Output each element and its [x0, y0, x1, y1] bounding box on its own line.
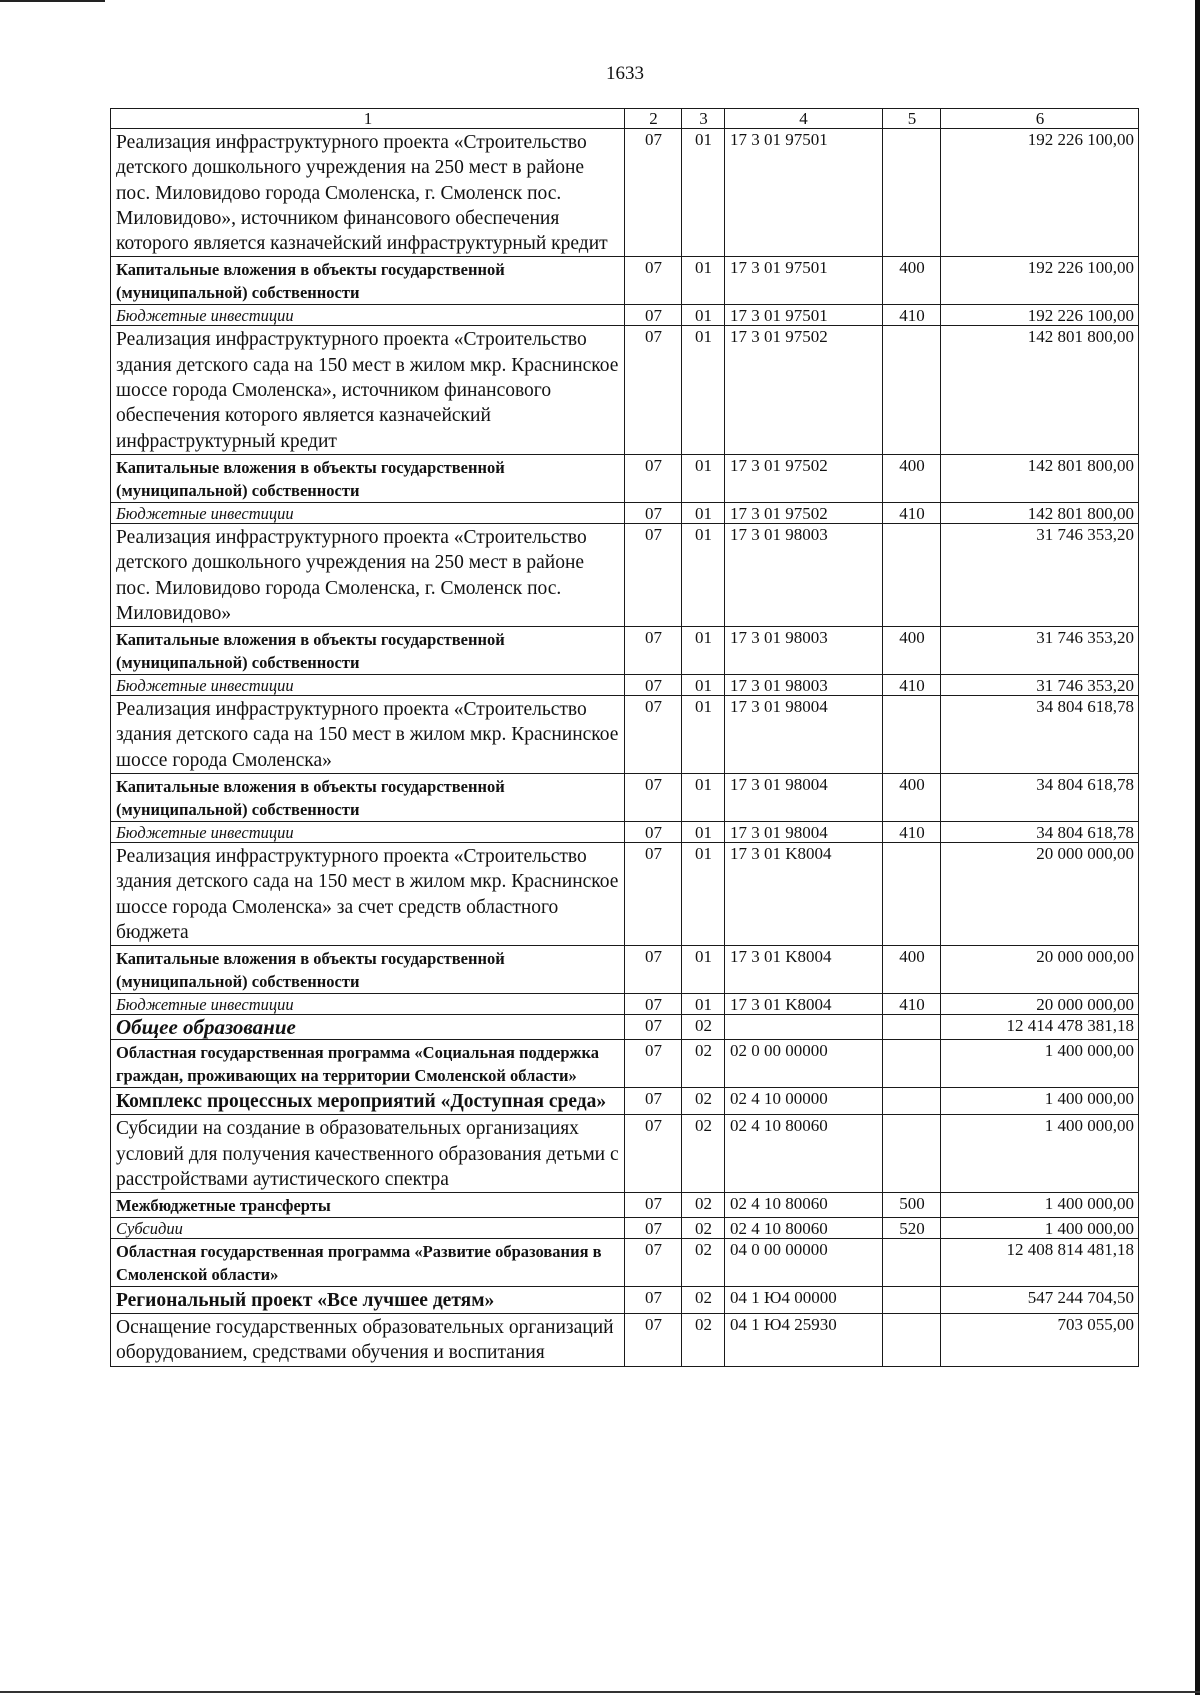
cell-amount: 20 000 000,00: [941, 843, 1139, 946]
table-row: [111, 822, 1139, 843]
cell-target-code: 17 3 01 97502: [725, 326, 883, 454]
cell-expense-type: [883, 1239, 941, 1287]
cell-name: Капитальные вложения в объекты государственной (муниципальной) собственности: [111, 774, 625, 822]
cell-subsection: 01: [682, 994, 725, 1015]
cell-subsection: 01: [682, 326, 725, 454]
cell-section: 07: [625, 502, 682, 523]
cell-name: Реализация инфраструктурного проекта «Строительство детского дошкольного учреждения на 250 мест в районе пос. Миловидово города Смоленска, г. Смоленск пос. Миловидово»: [111, 523, 625, 626]
cell-amount: 142 801 800,00: [941, 502, 1139, 523]
budget-table: [110, 108, 1139, 1367]
scan-edge-top: [0, 0, 105, 2]
cell-section: 07: [625, 696, 682, 774]
table-row: [111, 1239, 1139, 1287]
cell-expense-type: 400: [883, 454, 941, 502]
table-row: [111, 1193, 1139, 1218]
cell-subsection: 01: [682, 502, 725, 523]
header-cell: 6: [941, 109, 1139, 129]
cell-name: Субсидии на создание в образовательных организациях условий для получения качественного образования детьми с расстройствами аутистического спектра: [111, 1115, 625, 1193]
cell-expense-type: 520: [883, 1218, 941, 1239]
cell-expense-type: 410: [883, 822, 941, 843]
cell-expense-type: 400: [883, 257, 941, 305]
cell-expense-type: [883, 523, 941, 626]
cell-expense-type: 400: [883, 946, 941, 994]
cell-expense-type: 400: [883, 774, 941, 822]
cell-expense-type: 400: [883, 627, 941, 675]
cell-target-code: 17 3 01 97502: [725, 454, 883, 502]
cell-section: 07: [625, 774, 682, 822]
cell-target-code: 17 3 01 97501: [725, 129, 883, 257]
cell-amount: 20 000 000,00: [941, 946, 1139, 994]
table-row: [111, 696, 1139, 774]
cell-target-code: 04 1 Ю4 00000: [725, 1287, 883, 1314]
cell-subsection: 01: [682, 774, 725, 822]
cell-name: Бюджетные инвестиции: [111, 675, 625, 696]
cell-name: Реализация инфраструктурного проекта «Строительство детского дошкольного учреждения на 250 мест в районе пос. Миловидово города Смоленска, г. Смоленск пос. Миловидово», источником финансового обеспечения которого является казначейский инфраструктурный кредит: [111, 129, 625, 257]
cell-amount: 1 400 000,00: [941, 1115, 1139, 1193]
page-number: 1633: [606, 63, 644, 84]
cell-name: Капитальные вложения в объекты государственной (муниципальной) собственности: [111, 257, 625, 305]
cell-name: Общее образование: [111, 1015, 625, 1040]
cell-section: 07: [625, 1193, 682, 1218]
cell-section: 07: [625, 843, 682, 946]
table-row: [111, 1287, 1139, 1314]
cell-subsection: 01: [682, 257, 725, 305]
cell-expense-type: [883, 696, 941, 774]
table-header-row: [111, 109, 1139, 129]
cell-expense-type: [883, 326, 941, 454]
cell-subsection: 01: [682, 627, 725, 675]
cell-subsection: 02: [682, 1040, 725, 1088]
cell-section: 07: [625, 1088, 682, 1115]
cell-expense-type: 410: [883, 502, 941, 523]
cell-name: Региональный проект «Все лучшее детям»: [111, 1287, 625, 1314]
cell-amount: 1 400 000,00: [941, 1088, 1139, 1115]
cell-target-code: 02 4 10 80060: [725, 1218, 883, 1239]
cell-target-code: 17 3 01 98003: [725, 675, 883, 696]
cell-name: Реализация инфраструктурного проекта «Строительство здания детского сада на 150 мест в жилом мкр. Краснинское шоссе города Смоленска», источником финансового обеспечения которого является казначейский инфраструктурный кредит: [111, 326, 625, 454]
cell-amount: 192 226 100,00: [941, 257, 1139, 305]
cell-expense-type: 500: [883, 1193, 941, 1218]
cell-target-code: 17 3 01 98004: [725, 822, 883, 843]
cell-target-code: 04 1 Ю4 25930: [725, 1314, 883, 1367]
table-row: [111, 946, 1139, 994]
cell-name: Комплекс процессных мероприятий «Доступная среда»: [111, 1088, 625, 1115]
cell-subsection: 01: [682, 843, 725, 946]
cell-amount: 142 801 800,00: [941, 326, 1139, 454]
cell-target-code: 17 3 01 K8004: [725, 843, 883, 946]
cell-target-code: 02 0 00 00000: [725, 1040, 883, 1088]
cell-expense-type: 410: [883, 994, 941, 1015]
cell-target-code: 17 3 01 98003: [725, 523, 883, 626]
cell-section: 07: [625, 305, 682, 326]
cell-section: 07: [625, 523, 682, 626]
cell-section: 07: [625, 946, 682, 994]
cell-amount: 192 226 100,00: [941, 305, 1139, 326]
cell-section: 07: [625, 129, 682, 257]
cell-section: 07: [625, 994, 682, 1015]
cell-section: 07: [625, 675, 682, 696]
cell-subsection: 02: [682, 1015, 725, 1040]
table-row: [111, 843, 1139, 946]
cell-amount: 34 804 618,78: [941, 774, 1139, 822]
cell-section: 07: [625, 454, 682, 502]
cell-subsection: 01: [682, 454, 725, 502]
cell-subsection: 02: [682, 1314, 725, 1367]
cell-target-code: 04 0 00 00000: [725, 1239, 883, 1287]
cell-amount: 547 244 704,50: [941, 1287, 1139, 1314]
header-cell: 5: [883, 109, 941, 129]
cell-name: Оснащение государственных образовательных организаций оборудованием, средствами обучения и воспитания: [111, 1314, 625, 1367]
cell-amount: 12 414 478 381,18: [941, 1015, 1139, 1040]
cell-target-code: 17 3 01 97501: [725, 305, 883, 326]
cell-amount: 31 746 353,20: [941, 523, 1139, 626]
table-row: [111, 774, 1139, 822]
cell-target-code: 02 4 10 80060: [725, 1193, 883, 1218]
cell-name: Областная государственная программа «Развитие образования в Смоленской области»: [111, 1239, 625, 1287]
cell-name: Областная государственная программа «Социальная поддержка граждан, проживающих на территории Смоленской области»: [111, 1040, 625, 1088]
cell-expense-type: 410: [883, 305, 941, 326]
table-row: [111, 1015, 1139, 1040]
cell-expense-type: [883, 1314, 941, 1367]
cell-subsection: 01: [682, 822, 725, 843]
cell-expense-type: [883, 1015, 941, 1040]
cell-section: 07: [625, 326, 682, 454]
cell-amount: 31 746 353,20: [941, 627, 1139, 675]
cell-amount: 1 400 000,00: [941, 1040, 1139, 1088]
scan-edge-bottom: [0, 1691, 1200, 1693]
cell-amount: 1 400 000,00: [941, 1218, 1139, 1239]
cell-section: 07: [625, 822, 682, 843]
cell-amount: 31 746 353,20: [941, 675, 1139, 696]
cell-name: Бюджетные инвестиции: [111, 994, 625, 1015]
header-cell: 1: [111, 109, 625, 129]
table-row: [111, 129, 1139, 257]
cell-target-code: 17 3 01 98003: [725, 627, 883, 675]
table-row: [111, 454, 1139, 502]
table-row: [111, 1218, 1139, 1239]
header-cell: 4: [725, 109, 883, 129]
cell-subsection: 01: [682, 305, 725, 326]
cell-section: 07: [625, 1015, 682, 1040]
cell-name: Субсидии: [111, 1218, 625, 1239]
cell-amount: 34 804 618,78: [941, 696, 1139, 774]
cell-target-code: 17 3 01 K8004: [725, 946, 883, 994]
table-row: [111, 305, 1139, 326]
table-row: [111, 1115, 1139, 1193]
cell-amount: 20 000 000,00: [941, 994, 1139, 1015]
cell-section: 07: [625, 1218, 682, 1239]
cell-expense-type: [883, 129, 941, 257]
cell-section: 07: [625, 1115, 682, 1193]
table-row: [111, 523, 1139, 626]
table-row: [111, 502, 1139, 523]
cell-name: Капитальные вложения в объекты государственной (муниципальной) собственности: [111, 627, 625, 675]
cell-name: Бюджетные инвестиции: [111, 822, 625, 843]
cell-target-code: 17 3 01 97502: [725, 502, 883, 523]
cell-name: Капитальные вложения в объекты государственной (муниципальной) собственности: [111, 946, 625, 994]
cell-expense-type: [883, 1088, 941, 1115]
cell-subsection: 02: [682, 1115, 725, 1193]
table-row: [111, 675, 1139, 696]
cell-target-code: 02 4 10 80060: [725, 1115, 883, 1193]
cell-subsection: 01: [682, 696, 725, 774]
scan-edge-right: [1195, 0, 1200, 1695]
cell-name: Бюджетные инвестиции: [111, 502, 625, 523]
cell-target-code: 02 4 10 00000: [725, 1088, 883, 1115]
table-row: [111, 326, 1139, 454]
table-row: [111, 257, 1139, 305]
table-row: [111, 994, 1139, 1015]
header-cell: 3: [682, 109, 725, 129]
cell-name: Бюджетные инвестиции: [111, 305, 625, 326]
cell-expense-type: [883, 1115, 941, 1193]
cell-subsection: 02: [682, 1218, 725, 1239]
cell-subsection: 01: [682, 675, 725, 696]
cell-name: Межбюджетные трансферты: [111, 1193, 625, 1218]
cell-section: 07: [625, 1239, 682, 1287]
cell-amount: 192 226 100,00: [941, 129, 1139, 257]
cell-expense-type: [883, 843, 941, 946]
cell-amount: 12 408 814 481,18: [941, 1239, 1139, 1287]
cell-subsection: 02: [682, 1088, 725, 1115]
cell-section: 07: [625, 257, 682, 305]
table-row: [111, 627, 1139, 675]
cell-amount: 703 055,00: [941, 1314, 1139, 1367]
cell-subsection: 01: [682, 523, 725, 626]
cell-section: 07: [625, 1287, 682, 1314]
budget-table-body: [111, 109, 1139, 1367]
cell-amount: 142 801 800,00: [941, 454, 1139, 502]
cell-subsection: 01: [682, 129, 725, 257]
cell-section: 07: [625, 1040, 682, 1088]
table-row: [111, 1040, 1139, 1088]
cell-target-code: 17 3 01 K8004: [725, 994, 883, 1015]
header-cell: 2: [625, 109, 682, 129]
table-row: [111, 1314, 1139, 1367]
cell-section: 07: [625, 1314, 682, 1367]
cell-target-code: 17 3 01 98004: [725, 696, 883, 774]
table-row: [111, 1088, 1139, 1115]
cell-subsection: 01: [682, 946, 725, 994]
cell-expense-type: [883, 1287, 941, 1314]
cell-amount: 1 400 000,00: [941, 1193, 1139, 1218]
cell-expense-type: [883, 1040, 941, 1088]
cell-subsection: 02: [682, 1239, 725, 1287]
cell-name: Реализация инфраструктурного проекта «Строительство здания детского сада на 150 мест в жилом мкр. Краснинское шоссе города Смоленска» за счет средств областного бюджета: [111, 843, 625, 946]
cell-subsection: 02: [682, 1287, 725, 1314]
cell-expense-type: 410: [883, 675, 941, 696]
cell-subsection: 02: [682, 1193, 725, 1218]
cell-name: Реализация инфраструктурного проекта «Строительство здания детского сада на 150 мест в жилом мкр. Краснинское шоссе города Смоленска»: [111, 696, 625, 774]
cell-section: 07: [625, 627, 682, 675]
cell-amount: 34 804 618,78: [941, 822, 1139, 843]
cell-target-code: 17 3 01 97501: [725, 257, 883, 305]
cell-name: Капитальные вложения в объекты государственной (муниципальной) собственности: [111, 454, 625, 502]
cell-target-code: [725, 1015, 883, 1040]
cell-target-code: 17 3 01 98004: [725, 774, 883, 822]
